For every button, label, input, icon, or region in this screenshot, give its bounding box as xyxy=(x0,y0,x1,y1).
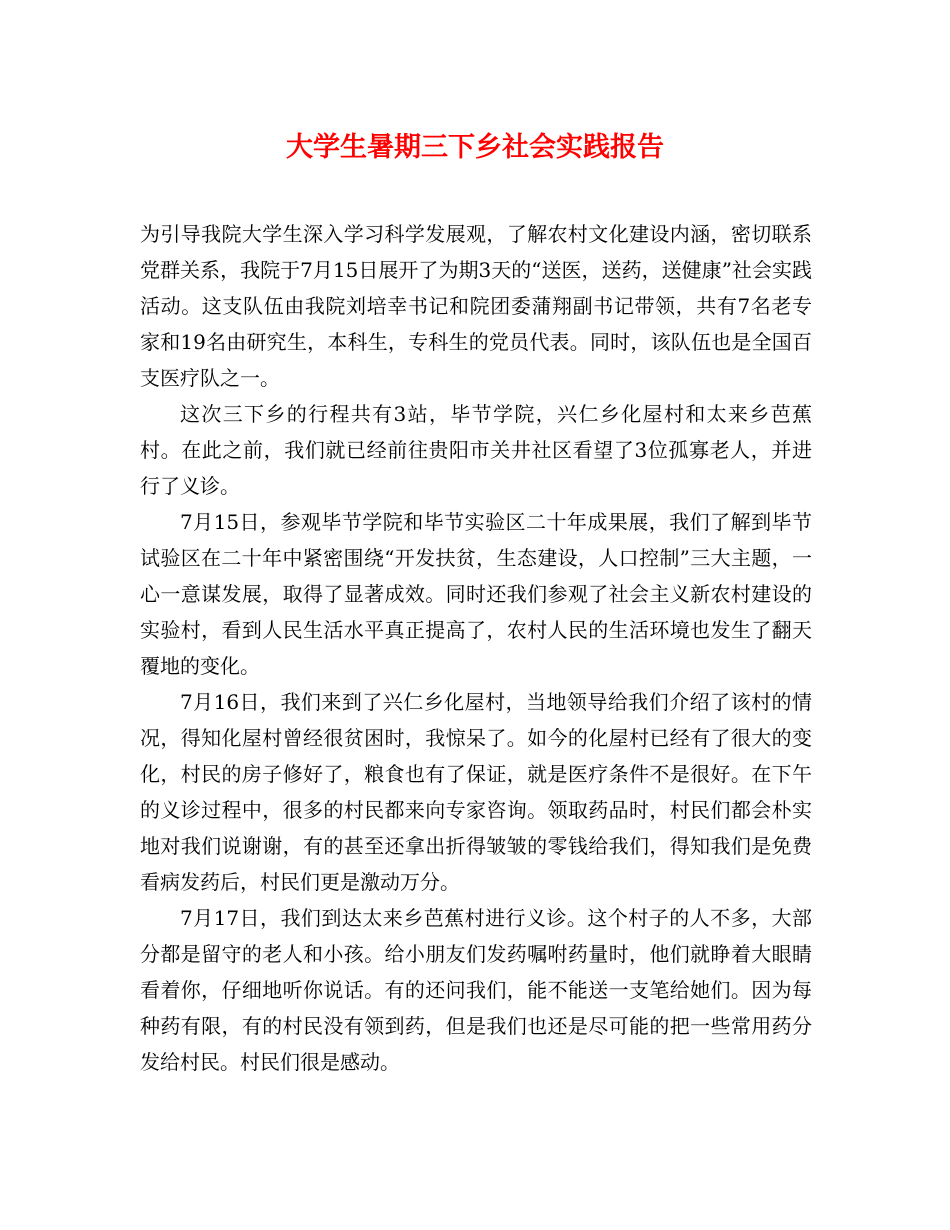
paragraph-itinerary: 这次三下乡的行程共有3站，毕节学院，兴仁乡化屋村和太来乡芭蕉村。在此之前，我们就已经前往贵阳市关井社区看望了3位孤寡老人，并进行了义诊。 xyxy=(140,402,812,498)
paragraph-july-17: 7月17日，我们到达太来乡芭蕉村进行义诊。这个村子的人不多，大部分都是留守的老人和小孩。给小朋友们发药嘱咐药量时，他们就睁着大眼睛看着你，仔细地听你说话。有的还问我们，能不能送一支笔给她们。因为每种药有限，有的村民没有领到药，但是我们也还是尽可能的把一些常用药分发给村民。村民们很是感动。 xyxy=(140,906,812,1074)
paragraph-july-16: 7月16日，我们来到了兴仁乡化屋村，当地领导给我们介绍了该村的情况，得知化屋村曾经很贫困时，我惊呆了。如今的化屋村已经有了很大的变化，村民的房子修好了，粮食也有了保证，就是医疗条件不是很好。在下午的义诊过程中，很多的村民都来向专家咨询。领取药品时，村民们都会朴实地对我们说谢谢，有的甚至还拿出折得皱皱的零钱给我们，得知我们是免费看病发药后，村民们更是激动万分。 xyxy=(140,690,812,894)
document-title: 大学生暑期三下乡社会实践报告 xyxy=(286,132,664,163)
document-body xyxy=(140,216,812,1080)
paragraph-intro: 为引导我院大学生深入学习科学发展观，了解农村文化建设内涵，密切联系党群关系，我院于7月15日展开了为期3天的“送医，送药，送健康”社会实践活动。这支队伍由我院刘培幸书记和院团委蒲翔副书记带领，共有7名老专家和19名由研究生，本科生，专科生的党员代表。同时，该队伍也是全国百支医疗队之一。 xyxy=(140,222,812,390)
paragraph-july-15: 7月15日，参观毕节学院和毕节实验区二十年成果展，我们了解到毕节试验区在二十年中紧密围绕“开发扶贫，生态建设，人口控制”三大主题，一心一意谋发展，取得了显著成效。同时还我们参观了社会主义新农村建设的实验村，看到人民生活水平真正提高了，农村人民的生活环境也发生了翻天覆地的变化。 xyxy=(140,510,812,678)
